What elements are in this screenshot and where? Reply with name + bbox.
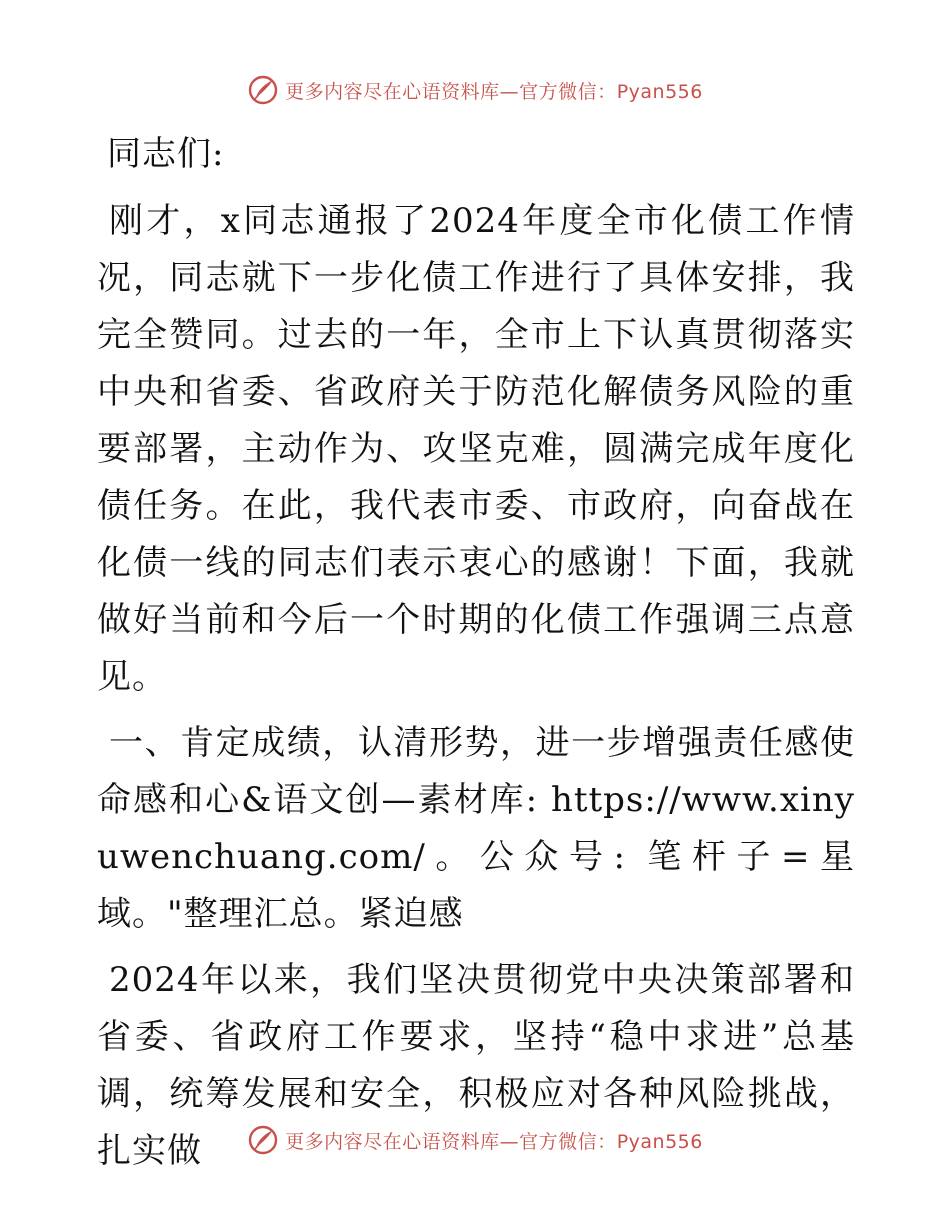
footer-banner-main: 更多内容尽在心语资料库 bbox=[285, 1130, 500, 1153]
header-banner-main: 更多内容尽在心语资料库 bbox=[285, 80, 500, 103]
footer-banner-text bbox=[285, 1127, 703, 1154]
header-banner-suffix: 官方微信： bbox=[519, 80, 617, 103]
feather-pen-circle-icon bbox=[247, 74, 279, 106]
greeting: 同志们: bbox=[107, 134, 225, 174]
paragraph-2: 2024年以来，我们坚决贯彻党中央决策部署和省委、省政府工作要求，坚持“稳中求进”总基调，统筹发展和安全，积极应对各种风险挑战，扎实做 bbox=[97, 960, 855, 1171]
header-banner-text bbox=[285, 77, 703, 104]
paragraph-1: 刚才，x同志通报了2024年度全市化债工作情况，同志就下一步化债工作进行了具体安排，我完全赞同。过去的一年，全市上下认真贯彻落实中央和省委、省政府关于防范化解债务风险的重要部署，主动作为、攻坚克难，圆满完成年度化债任务。在此，我代表市委、市政府，向奋战在化债一线的同志们表示衷心的感谢！下面，我就做好当前和今后一个时期的化债工作强调三点意见。 bbox=[97, 201, 855, 697]
footer-banner-wechat-id: Pyan556 bbox=[616, 1130, 703, 1153]
document-body bbox=[97, 126, 855, 1189]
feather-pen-circle-icon bbox=[247, 1124, 279, 1156]
section-heading-1: 一、肯定成绩，认清形势，进一步增强责任感使命感和心&语文创—素材库: https://www.xinyuwenchuang.com/。公众号: 笔杆子=星域。"整理汇总。紧迫感 bbox=[97, 723, 855, 934]
header-banner bbox=[0, 70, 950, 110]
footer-banner-separator: — bbox=[499, 1130, 520, 1153]
header-banner-separator: — bbox=[499, 80, 520, 103]
footer-banner-suffix: 官方微信： bbox=[519, 1130, 617, 1153]
footer-banner bbox=[0, 1120, 950, 1160]
header-banner-wechat-id: Pyan556 bbox=[616, 80, 703, 103]
